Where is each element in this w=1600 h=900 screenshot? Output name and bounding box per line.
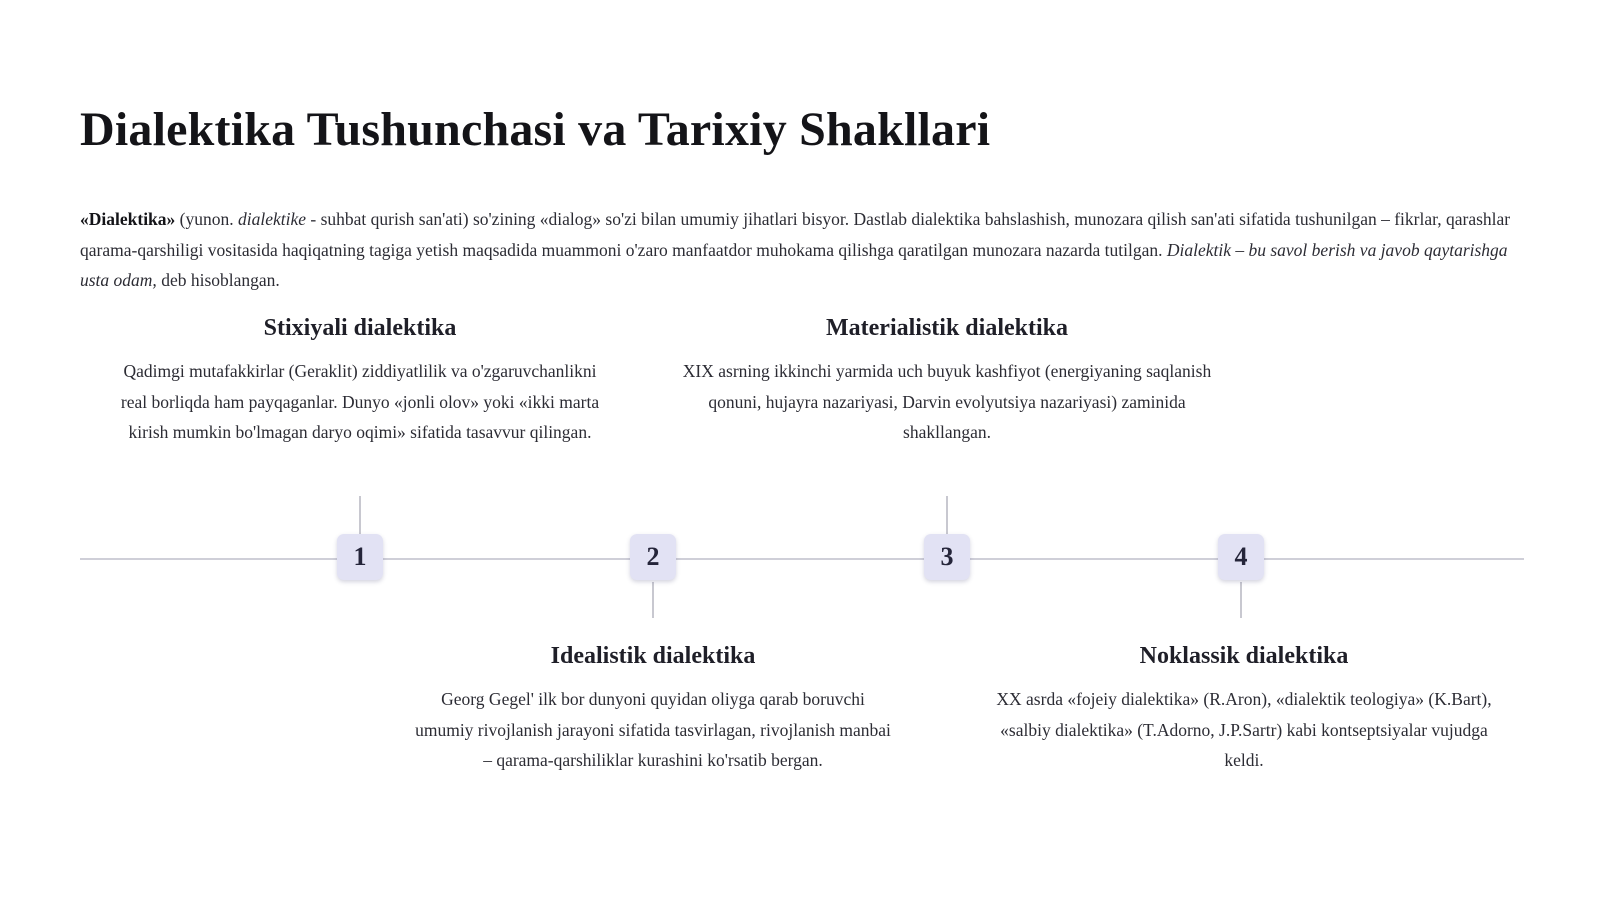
timeline-card-1	[110, 315, 610, 448]
timeline-card-title: Stixiyali dialektika	[263, 315, 457, 341]
timeline-line	[80, 558, 1524, 560]
intro-paragraph	[80, 204, 1530, 296]
timeline-stem-1	[359, 496, 361, 534]
timeline-card-2	[413, 643, 893, 776]
timeline-card-title: Noklassik dialektika	[1139, 643, 1349, 669]
timeline-card-title: Idealistik dialektika	[550, 643, 756, 669]
timeline-marker-3: 3	[924, 534, 970, 580]
timeline-stem-4	[1240, 582, 1242, 618]
intro-definition: Dialektik – bu savol berish va javob qaytarishga usta odam,	[80, 239, 1508, 290]
timeline-marker-1: 1	[337, 534, 383, 580]
intro-term: «Dialektika»	[80, 209, 176, 229]
timeline-stem-3	[946, 496, 948, 534]
timeline-card-3	[682, 315, 1212, 448]
timeline-card-text: XX asrda «fojeiy dialektika» (R.Aron), «dialektik teologiya» (K.Bart), «salbiy dialektika» (T.Adorno, J.P.Sartr) kabi kontseptsiyalar vujudga keldi.	[996, 689, 1492, 770]
intro-text-part1: (yunon.	[175, 209, 238, 229]
timeline-card-text: XIX asrning ikkinchi yarmida uch buyuk kashfiyot (energiyaning saqlanish qonuni, hujayra nazariyasi, Darvin evolyutsiya nazariyasi) zaminida shakllangan.	[682, 361, 1212, 442]
timeline-card-title: Materialistik dialektika	[826, 315, 1068, 341]
timeline-marker-4: 4	[1218, 534, 1264, 580]
timeline-card-text: Georg Gegel' ilk bor dunyoni quyidan oliyga qarab boruvchi umumiy rivojlanish jarayoni sifatida tasvirlagan, rivojlanish manbai – qarama-qarshiliklar kurashini ko'rsatib bergan.	[415, 689, 891, 770]
intro-text-part3: deb hisoblangan.	[156, 270, 280, 290]
intro-greek-word: dialektike	[238, 209, 307, 229]
page-title: Dialektika Tushunchasi va Tarixiy Shakllari	[80, 103, 991, 156]
timeline-stem-2	[652, 582, 654, 618]
timeline-card-text: Qadimgi mutafakkirlar (Geraklit) ziddiyatlilik va o'zgaruvchanlikni real borliqda ham payqaganlar. Dunyo «jonli olov» yoki «ikki marta kirish mumkin bo'lmagan daryo oqimi» sifatida tasavvur qilingan.	[120, 361, 600, 442]
intro-text-part2: - suhbat qurish san'ati) so'zining «dialog» so'zi bilan umumiy jihatlari bisyor. Dastlab dialektika bahslashish, munozara qilish san'ati sifatida tushunilgan – fikrlar, qarashlar qarama-qarshiligi vositasida haqiqatning tagiga yetish maqsadida muammoni o'zaro manfaatdor muhokama qilishga qaratilgan munozara nazarda tutilgan.	[80, 209, 1511, 260]
timeline-marker-2: 2	[630, 534, 676, 580]
timeline-card-4	[996, 643, 1492, 776]
